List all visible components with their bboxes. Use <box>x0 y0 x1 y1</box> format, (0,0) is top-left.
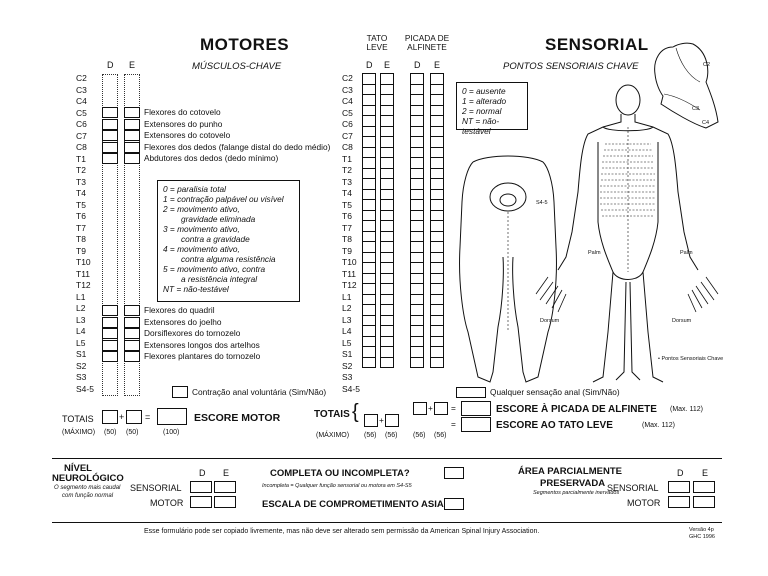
legend-line: contra a gravidade <box>181 234 250 244</box>
sensory-max-4: (56) <box>434 432 447 439</box>
level-label: S4-5 <box>342 383 360 394</box>
level-label: T11 <box>342 268 357 279</box>
level-label: L2 <box>342 303 352 313</box>
level-label: T2 <box>76 165 86 175</box>
motor-score-left[interactable] <box>124 130 140 141</box>
level-label: T5 <box>342 199 352 210</box>
level-label: L2 <box>76 303 86 313</box>
motor-legend <box>157 180 300 302</box>
motor-total-left[interactable] <box>126 410 142 424</box>
touch-right-column <box>362 74 376 368</box>
level-label: T7 <box>76 222 86 233</box>
level-label: L3 <box>342 314 352 325</box>
level-label: C5 <box>76 107 87 118</box>
motor-title: MOTORES <box>200 35 290 54</box>
legend-line: NT = não-testável <box>163 284 229 294</box>
touch-equals: = <box>451 419 456 429</box>
area-sensorial-label: SENSORIAL <box>607 483 659 493</box>
nivel-label-2: NEUROLÓGICO <box>52 473 124 484</box>
pinprick-score-label: ESCORE À PICADA DE ALFINETE <box>496 404 657 415</box>
level-label: L4 <box>342 326 352 336</box>
nivel-sensorial-d[interactable] <box>190 481 212 493</box>
muscle-label: Dorsiflexores do tornozelo <box>144 328 241 338</box>
level-label: C8 <box>342 142 353 152</box>
anal-contraction-box[interactable] <box>172 386 188 398</box>
level-label: T5 <box>76 199 86 210</box>
level-label: T1 <box>76 153 86 164</box>
completa-box[interactable] <box>444 467 464 479</box>
motor-score-label: ESCORE MOTOR <box>194 412 281 424</box>
muscle-label: Extensores do punho <box>144 118 223 129</box>
legend-line: NT = não-testável <box>462 116 500 136</box>
level-label: T6 <box>76 211 86 221</box>
motor-score-box[interactable] <box>157 408 187 425</box>
touch-max: (Max. 112) <box>642 422 675 429</box>
palm-left-label: Palm <box>588 250 601 256</box>
level-label: T2 <box>342 165 352 175</box>
dorsum-right-label: Dorsum <box>672 318 692 324</box>
picada-header: PICADA DE ALFINETE <box>404 33 450 52</box>
tato-col-e: E <box>384 60 391 70</box>
pinprick-equals: = <box>451 403 456 413</box>
level-label: C3 <box>342 84 353 95</box>
motor-score-left[interactable] <box>124 107 140 118</box>
muscle-label: Extensores do cotovelo <box>144 130 231 140</box>
c4-label: C4 <box>702 120 710 126</box>
level-label: S2 <box>76 360 87 371</box>
legend-line: 2 = movimento ativo, <box>163 204 240 214</box>
sensory-max-2: (56) <box>385 432 398 439</box>
picada-col-e: E <box>434 60 441 70</box>
palm-right-label: Palm <box>680 250 693 256</box>
level-label: T10 <box>342 257 357 267</box>
area-note: Segmentos parcialmente inervados <box>533 490 620 496</box>
muscle-label: Extensores do joelho <box>144 316 222 327</box>
area-col-e: E <box>702 468 709 478</box>
tato-header: TATO LEVE <box>366 33 388 52</box>
level-label: T3 <box>342 176 352 187</box>
motor-max-total: (100) <box>163 429 180 436</box>
pinprick-total-left[interactable] <box>434 402 448 415</box>
legend-line: a resistência integral <box>181 274 258 284</box>
muscle-label: Flexores plantares do tornozelo <box>144 351 261 361</box>
touch-plus: + <box>379 415 384 425</box>
level-label: C7 <box>342 130 353 141</box>
level-label: L1 <box>76 291 86 302</box>
nivel-motor-label: MOTOR <box>150 498 184 508</box>
plus-sign: + <box>119 412 125 422</box>
muscle-label: Extensores longos dos artelhos <box>144 339 260 350</box>
pinprick-score-box[interactable] <box>461 401 491 416</box>
touch-left-column <box>380 74 394 368</box>
level-label: T8 <box>76 234 86 244</box>
level-label: C6 <box>342 119 353 129</box>
motor-max-d: (50) <box>104 429 117 436</box>
equals-sign: = <box>145 412 151 422</box>
legend-line: 4 = movimento ativo, <box>163 244 240 254</box>
pinprick-left-column <box>430 74 444 368</box>
motor-score-left[interactable] <box>124 328 140 339</box>
motor-level-list <box>76 73 94 395</box>
motor-score-right[interactable] <box>102 317 118 328</box>
level-label: L4 <box>76 326 86 336</box>
completa-label: COMPLETA OU INCOMPLETA? <box>270 468 410 479</box>
level-label: T9 <box>76 245 86 256</box>
legend-line: 1 = alterado <box>462 96 507 106</box>
level-label: T6 <box>342 211 352 221</box>
touch-score-box[interactable] <box>461 417 491 432</box>
nivel-note-2: com função normal <box>62 493 114 499</box>
sensory-level-list <box>342 73 360 395</box>
motor-total-right[interactable] <box>102 410 118 424</box>
legend-line: 0 = ausente <box>462 86 506 96</box>
pinprick-total-right[interactable] <box>413 402 427 415</box>
anal-sensation-box[interactable] <box>456 387 486 398</box>
divider-bottom <box>52 522 722 523</box>
motor-score-right[interactable] <box>102 340 118 351</box>
escala-box[interactable] <box>444 498 464 510</box>
muscle-label: Flexores do quadril <box>144 305 215 315</box>
touch-score-label: ESCORE AO TATO LEVE <box>496 420 613 431</box>
tato-col-d: D <box>366 60 373 70</box>
nivel-motor-e[interactable] <box>214 496 236 508</box>
motor-score-right[interactable] <box>102 351 118 362</box>
nivel-label-1: NÍVEL <box>64 463 92 474</box>
nivel-col-e: E <box>223 468 230 478</box>
motor-score-right[interactable] <box>102 142 118 153</box>
pinprick-right-column <box>410 74 424 368</box>
level-label: T9 <box>342 245 352 256</box>
anal-contraction-label: Contração anal voluntária (Sim/Não) <box>192 387 327 397</box>
level-label: L1 <box>342 291 352 302</box>
area-motor-label: MOTOR <box>627 498 661 508</box>
motor-score-right[interactable] <box>102 130 118 141</box>
area-label-1: ÁREA PARCIALMENTE <box>518 466 622 477</box>
incompleta-note: Incompleta = Qualquer função sensorial ou motora em S4-S5 <box>262 483 412 489</box>
sensory-title: SENSORIAL <box>545 35 649 54</box>
muscle-list-lower <box>144 305 260 363</box>
motor-subtitle: MÚSCULOS-CHAVE <box>192 61 282 72</box>
level-label: L5 <box>76 337 86 348</box>
motor-score-left[interactable] <box>124 317 140 328</box>
nivel-sensorial-label: SENSORIAL <box>130 483 182 493</box>
level-label: T12 <box>342 280 357 290</box>
sensory-totals-label: TOTAIS <box>314 409 350 420</box>
legend-line: 1 = contração palpável ou visível <box>163 194 284 204</box>
dorsum-left-label: Dorsum <box>540 318 560 324</box>
motor-score-right[interactable] <box>102 153 118 164</box>
sensory-score-box[interactable] <box>410 357 424 369</box>
level-label: C2 <box>76 73 87 83</box>
muscle-label: Flexores dos dedos (falange distal do dedo médio) <box>144 141 331 152</box>
nivel-col-d: D <box>199 468 206 478</box>
level-label: S4-5 <box>76 383 94 394</box>
touch-total-left[interactable] <box>385 414 399 427</box>
motor-score-left[interactable] <box>124 340 140 351</box>
area-motor-e[interactable] <box>693 496 715 508</box>
front-head <box>616 85 640 115</box>
motor-score-right[interactable] <box>102 305 118 316</box>
motor-score-left[interactable] <box>124 305 140 316</box>
level-label: C8 <box>76 142 87 152</box>
divider-top <box>52 458 722 459</box>
sensory-score-box[interactable] <box>362 357 376 369</box>
motor-totals-label: TOTAIS <box>62 414 94 424</box>
c3-label: C3 <box>692 106 700 112</box>
level-label: S2 <box>342 360 353 371</box>
motor-col-e: E <box>129 60 136 70</box>
pinprick-max: (Max. 112) <box>670 406 703 413</box>
level-label: S1 <box>342 349 353 359</box>
muscle-list-upper <box>144 107 330 165</box>
legend-line: 3 = movimento ativo, <box>163 224 240 234</box>
level-label: T4 <box>76 188 86 198</box>
area-col-d: D <box>677 468 684 478</box>
level-label: T10 <box>76 257 91 267</box>
sensory-max-label: (MÁXIMO) <box>316 432 350 439</box>
anal-sensation-label: Qualquer sensação anal (Sim/Não) <box>490 387 620 397</box>
level-label: C4 <box>76 96 87 106</box>
level-label: T11 <box>76 268 91 279</box>
level-label: T7 <box>342 222 352 233</box>
level-label: S1 <box>76 349 87 359</box>
level-label: S3 <box>342 372 353 382</box>
motor-score-left[interactable] <box>124 153 140 164</box>
legend-line: contra alguma resistência <box>181 254 276 264</box>
motor-score-left[interactable] <box>124 351 140 362</box>
sensory-score-box[interactable] <box>430 357 444 369</box>
s45-label: S4-5 <box>536 200 548 206</box>
level-label: C3 <box>76 84 87 95</box>
motor-col-d: D <box>107 60 114 70</box>
motor-score-right[interactable] <box>102 328 118 339</box>
legend-line: 5 = movimento ativo, contra <box>163 264 266 274</box>
c2-label: C2 <box>703 62 711 68</box>
picada-col-d: D <box>414 60 421 70</box>
footer-note: Esse formulário pode ser copiado livremente, mas não deve ser alterado sem permissão da American Spinal Injury Association. <box>144 528 540 535</box>
level-label: L3 <box>76 314 86 325</box>
sensory-max-3: (56) <box>413 432 426 439</box>
nivel-note-1: O segmento mais caudal <box>54 485 121 491</box>
pinprick-plus: + <box>428 403 433 413</box>
level-label: T12 <box>76 280 91 290</box>
dermatome-diagram <box>448 32 738 392</box>
version-info: Versão 4p GHC 1996 <box>689 527 715 540</box>
motor-score-left[interactable] <box>124 142 140 153</box>
motor-score-left[interactable] <box>124 119 140 130</box>
legend-line: gravidade eliminada <box>181 214 256 224</box>
motor-max-e: (50) <box>126 429 139 436</box>
level-label: C2 <box>342 73 353 83</box>
escala-label: ESCALA DE COMPROMETIMENTO ASIA <box>262 499 444 510</box>
level-label: C7 <box>76 130 87 141</box>
nivel-sensorial-e[interactable] <box>214 481 236 493</box>
area-motor-d[interactable] <box>668 496 690 508</box>
level-label: T1 <box>342 153 352 164</box>
muscle-label: Flexores do cotovelo <box>144 107 221 117</box>
nivel-motor-d[interactable] <box>190 496 212 508</box>
legend-line: 0 = paralisia total <box>163 184 226 194</box>
legend-line: 2 = normal <box>462 106 502 116</box>
motor-score-right[interactable] <box>102 119 118 130</box>
level-label: T3 <box>76 176 86 187</box>
area-label-2: PRESERVADA <box>540 478 606 489</box>
level-label: C4 <box>342 96 353 106</box>
level-label: C6 <box>76 119 87 129</box>
motor-max-label: (MÁXIMO) <box>62 429 96 436</box>
level-label: C5 <box>342 107 353 118</box>
muscle-label: Abdutores dos dedos (dedo mínimo) <box>144 153 279 163</box>
brace: { <box>352 401 359 423</box>
level-label: L5 <box>342 337 352 348</box>
area-sensorial-d[interactable] <box>668 481 690 493</box>
level-label: S3 <box>76 372 87 382</box>
head-profile <box>655 43 718 128</box>
level-label: T8 <box>342 234 352 244</box>
touch-total-right[interactable] <box>364 414 378 427</box>
key-points-note: • Pontos Sensoriais Chave <box>658 356 724 362</box>
motor-score-right[interactable] <box>102 107 118 118</box>
sensory-subtitle: PONTOS SENSORIAIS CHAVE <box>503 61 639 72</box>
sensory-max-1: (56) <box>364 432 377 439</box>
level-label: T4 <box>342 188 352 198</box>
area-sensorial-e[interactable] <box>693 481 715 493</box>
sensory-score-box[interactable] <box>380 357 394 369</box>
